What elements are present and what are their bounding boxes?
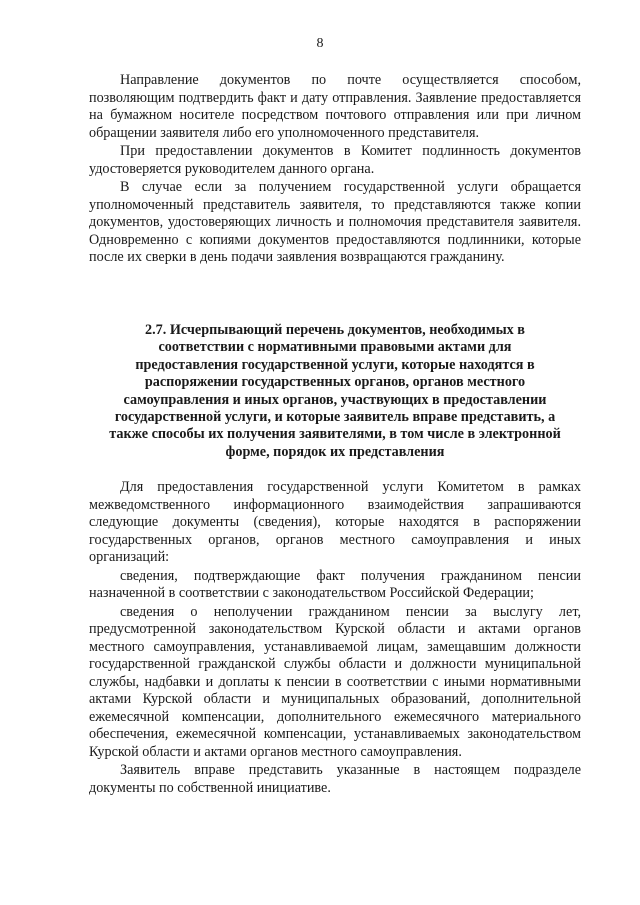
page-number: 8 bbox=[316, 36, 324, 51]
heading-line: форме, порядок их представления bbox=[225, 443, 445, 460]
heading-line: соответствии с нормативными правовыми актами для bbox=[158, 339, 512, 356]
heading-line: 2.7. Исчерпывающий перечень документов, необходимых в bbox=[145, 322, 525, 338]
paragraph-representative: В случае если за получением государственной услуги обращается уполномоченный представитель заявителя, то представляются также копии документов, удостоверяющих личность и полномочия представителя заявителя. Одновременно с копиями документов предоставляются подлинники, которые после их сверки в день подачи заявления возвращаются гражданину. bbox=[89, 179, 581, 265]
paragraph-interagency-request: Для предоставления государственной услуги Комитетом в рамках межведомственного информационного взаимодействия запрашиваются следующие документы (сведения), которые находятся в распоряжении государственных органов, органов местного самоуправления и иных организаций: bbox=[89, 479, 581, 565]
heading-line: также способы их получения заявителями, в том числе в электронной bbox=[109, 426, 561, 443]
body-section bbox=[89, 479, 581, 797]
paragraph-pension-receipt: сведения, подтверждающие факт получения гражданином пенсии назначенной в соответствии с законодательством Российской Федерации; bbox=[89, 567, 581, 601]
heading-line: самоуправления и иных органов, участвующих в предоставлении bbox=[123, 391, 547, 408]
paragraph-mail-delivery: Направление документов по почте осуществляется способом, позволяющим подтвердить факт и дату отправления. Заявление предоставляется на бумажном носителе посредством почтового отправления или при личном обращении заявителя либо его уполномоченного представителя. bbox=[89, 72, 581, 141]
section-heading bbox=[89, 322, 581, 461]
intro-section bbox=[89, 72, 581, 267]
heading-line: предоставления государственной услуги, которые находятся в bbox=[135, 356, 535, 373]
heading-line: государственной услуги, и которые заявитель вправе представить, а bbox=[114, 409, 556, 426]
paragraph-authenticity: При предоставлении документов в Комитет подлинность документов удостоверяется руководителем данного органа. bbox=[89, 143, 581, 177]
paragraph-pension-non-receipt: сведения о неполучении гражданином пенсии за выслугу лет, предусмотренной законодательством Курской области и актами органов местного самоуправления, устанавливаемой лицам, замещавшим должности государственной гражданской службы области и должности муниципальной службы, надбавки и доплаты к пенсии в соответствии с иными нормативными актами Курской области и муниципальных образований, дополнительной ежемесячной компенсации, дополнительного ежемесячного материального обеспечения, ежемесячной компенсации, устанавливаемых законодательством Курской области и актами органов местного самоуправления. bbox=[89, 603, 581, 760]
paragraph-own-initiative: Заявитель вправе представить указанные в настоящем подразделе документы по собственной инициативе. bbox=[89, 762, 581, 796]
heading-line: распоряжении государственных органов, органов местного bbox=[144, 374, 526, 391]
